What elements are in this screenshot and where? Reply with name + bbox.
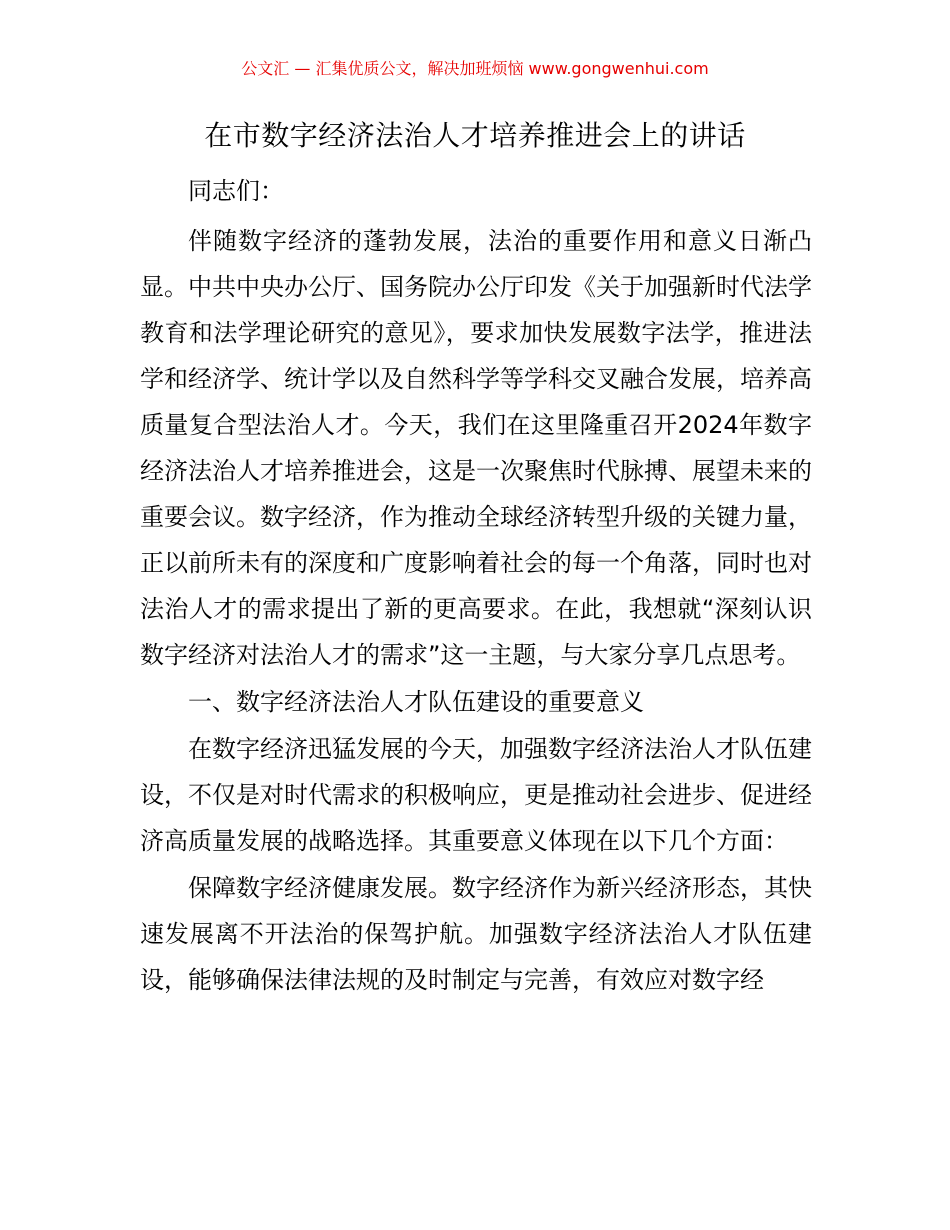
document-title: 在市数字经济法治人才培养推进会上的讲话 [204,119,746,152]
document-body [140,168,812,1004]
section-heading-1: 一、数字经济法治人才队伍建设的重要意义 [188,688,644,716]
site-watermark: 公文汇 — 汇集优质公文，解决加班烦恼 www.gongwenhui.com [241,59,709,78]
greeting: 同志们： [188,177,284,205]
paragraph-safeguard: 保障数字经济健康发展。数字经济作为新兴经济形态，其快速发展离不开法治的保驾护航。加强数字经济法治人才队伍建设，能够确保法律法规的及时制定与完善，有效应对数字经 [140,874,812,994]
paragraph-significance: 在数字经济迅猛发展的今天，加强数字经济法治人才队伍建设，不仅是对时代需求的积极响应，更是推动社会进步、促进经济高质量发展的战略选择。其重要意义体现在以下几个方面： [140,735,812,855]
paragraph-intro: 伴随数字经济的蓬勃发展，法治的重要作用和意义日渐凸显。中共中央办公厅、国务院办公厅印发《关于加强新时代法学教育和法学理论研究的意见》，要求加快发展数字法学，推进法学和经济学、统计学以及自然科学等学科交叉融合发展，培养高质量复合型法治人才。今天，我们在这里隆重召开2024年数字经济法治人才培养推进会，这是一次聚焦时代脉搏、展望未来的重要会议。数字经济，作为推动全球经济转型升级的关键力量，正以前所未有的深度和广度影响着社会的每一个角落，同时也对法治人才的需求提出了新的更高要求。在此，我想就“深刻认识数字经济对法治人才的需求”这一主题，与大家分享几点思考。 [140,227,812,669]
